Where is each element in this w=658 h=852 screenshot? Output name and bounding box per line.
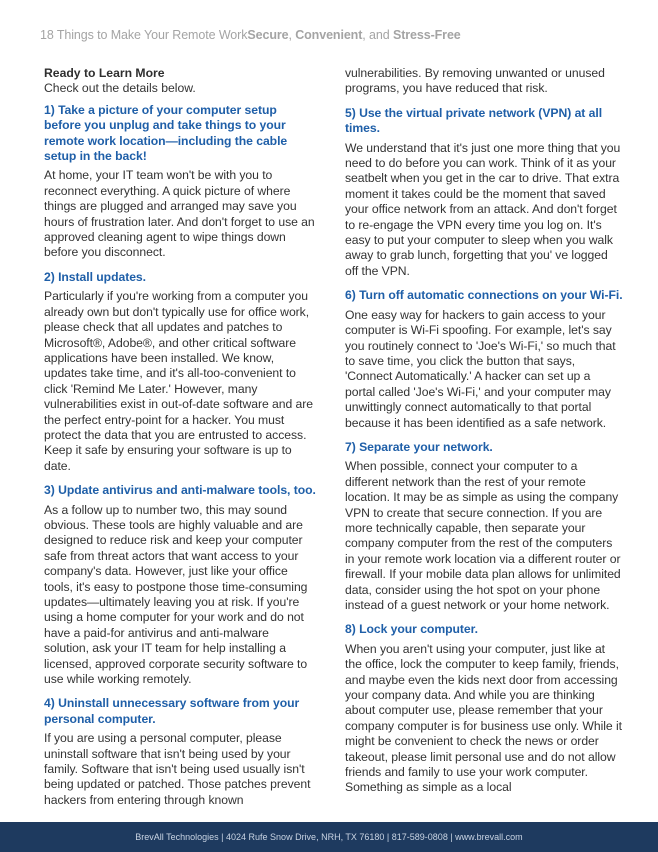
header-sep-2: , and <box>362 28 393 42</box>
header-sep-1: , <box>288 28 296 42</box>
section-3-heading: 3) Update antivirus and anti-malware tools, too. <box>44 483 316 498</box>
section-4-body: If you are using a personal computer, please uninstall software that isn't being used by your family. Software that isn't being used usually isn't being updated or patched. Those patches prevent hackers from entering through known <box>44 731 311 807</box>
section-3-body: As a follow up to number two, this may sound obvious. These tools are highly valuable and are designed to reduce risk and keep your computer safe from threat actors that want access to your company's data. However, just like your office tools, it's easy to postpone those time-consuming updates—ultimately leaving you at risk. If you're using a home computer for your work and do not have a paid-for antivirus and anti-malware solution, ask your IT team for help installing a licensed, approved corporate security software to use while working remotely. <box>44 502 308 687</box>
page-header <box>40 28 640 42</box>
header-prefix: 18 Things to Make Your Remote Work <box>40 28 248 42</box>
header-secure: Secure <box>247 28 289 42</box>
intro-subtitle: Check out the details below. <box>44 81 196 96</box>
section-7-heading: 7) Separate your network. <box>345 439 493 454</box>
section-1-heading: 1) Take a picture of your computer setup before you unplug and take things to your remote work location—including the cable setup in the back! <box>44 102 288 164</box>
section-6-heading: 6) Turn off automatic connections on your Wi-Fi. <box>345 288 623 303</box>
section-7-body: When possible, connect your computer to a different network than the rest of your remote location. It may be as simple as using the company VPN to create that secure connection. If you are more technically capable, then separate your company computer from the rest of the computers in your remote work location via a different router or firewall. If your mobile data plan allows for unlimited data, consider using the hot spot on your phone instead of a guest network or your home network. <box>345 459 621 612</box>
section-8-body: When you aren't using your computer, just like at the office, lock the computer to keep family, friends, and maybe even the kids next door from accessing your company data. And while you are thinking about computer use, please remember that your company computer is for business use only. While it might be convenient to check the news or order takeout, please limit personal use and do not allow friends and family to use your work computer. Something as simple as a local <box>345 641 622 795</box>
section-4-continued: vulnerabilities. By removing unwanted or unused programs, you have reduced that risk. <box>345 66 605 96</box>
section-5-heading: 5) Use the virtual private network (VPN) at all times. <box>345 105 603 136</box>
left-column <box>44 66 316 808</box>
section-4-heading: 4) Uninstall unnecessary software from your personal computer. <box>44 696 300 726</box>
header-stress-free: Stress-Free <box>392 28 461 42</box>
section-2-heading: 2) Install updates. <box>44 269 146 284</box>
section-6-body: One easy way for hackers to gain access to your computer is Wi-Fi spoofing. For example, let's say you routinely connect to 'Joe's Wi-Fi,' so much that to save time, you click the button that says, 'Connect Automatically.' A hacker can set up a portal called 'Joe's Wi-Fi,' and your computer may unwittingly connect automatically to that portal because it has been identified as a safe network. <box>345 307 616 430</box>
intro-title: Ready to Learn More <box>44 66 165 80</box>
page-footer <box>0 822 658 852</box>
section-2-body: Particularly if you're working from a computer you already own but don't typically use for office work, please check that all updates and patches to Microsoft®, Adobe®, and other critical software applications have been installed. We know, updates take time, and it's all-too-convenient to click 'Remind Me Later.' However, many vulnerabilities exist in out-of-date software and are the perfect entry-point for a hacker. You must protect the data that you are entrusted to access. Keep it safe by ensuring your software is up to date. <box>44 289 314 473</box>
footer-contact: BrevAll Technologies | 4024 Rufe Snow Drive, NRH, TX 76180 | 817-589-0808 | www.brevall.com <box>135 832 523 842</box>
section-8-heading: 8) Lock your computer. <box>345 622 478 637</box>
header-convenient: Convenient <box>295 28 363 42</box>
right-column <box>345 66 623 796</box>
section-5-body: We understand that it's just one more thing that you need to do before you can work. Think of it as your seatbelt when you get in the car to drive. That extra moment it takes could be the moment that saved your office network from an attack. And don't forget to re-engage the VPN every time you log on. It's easy to put your computer to sleep when you walk away to grab lunch, forgetting that you' ve logged off the VPN. <box>345 140 621 278</box>
section-1-body: At home, your IT team won't be with you to reconnect everything. A quick picture of where things are plugged and arranged may save you hours of frustration later. And don't forget to use an approved cleaning agent to wipe things down before you disconnect. <box>44 168 315 260</box>
